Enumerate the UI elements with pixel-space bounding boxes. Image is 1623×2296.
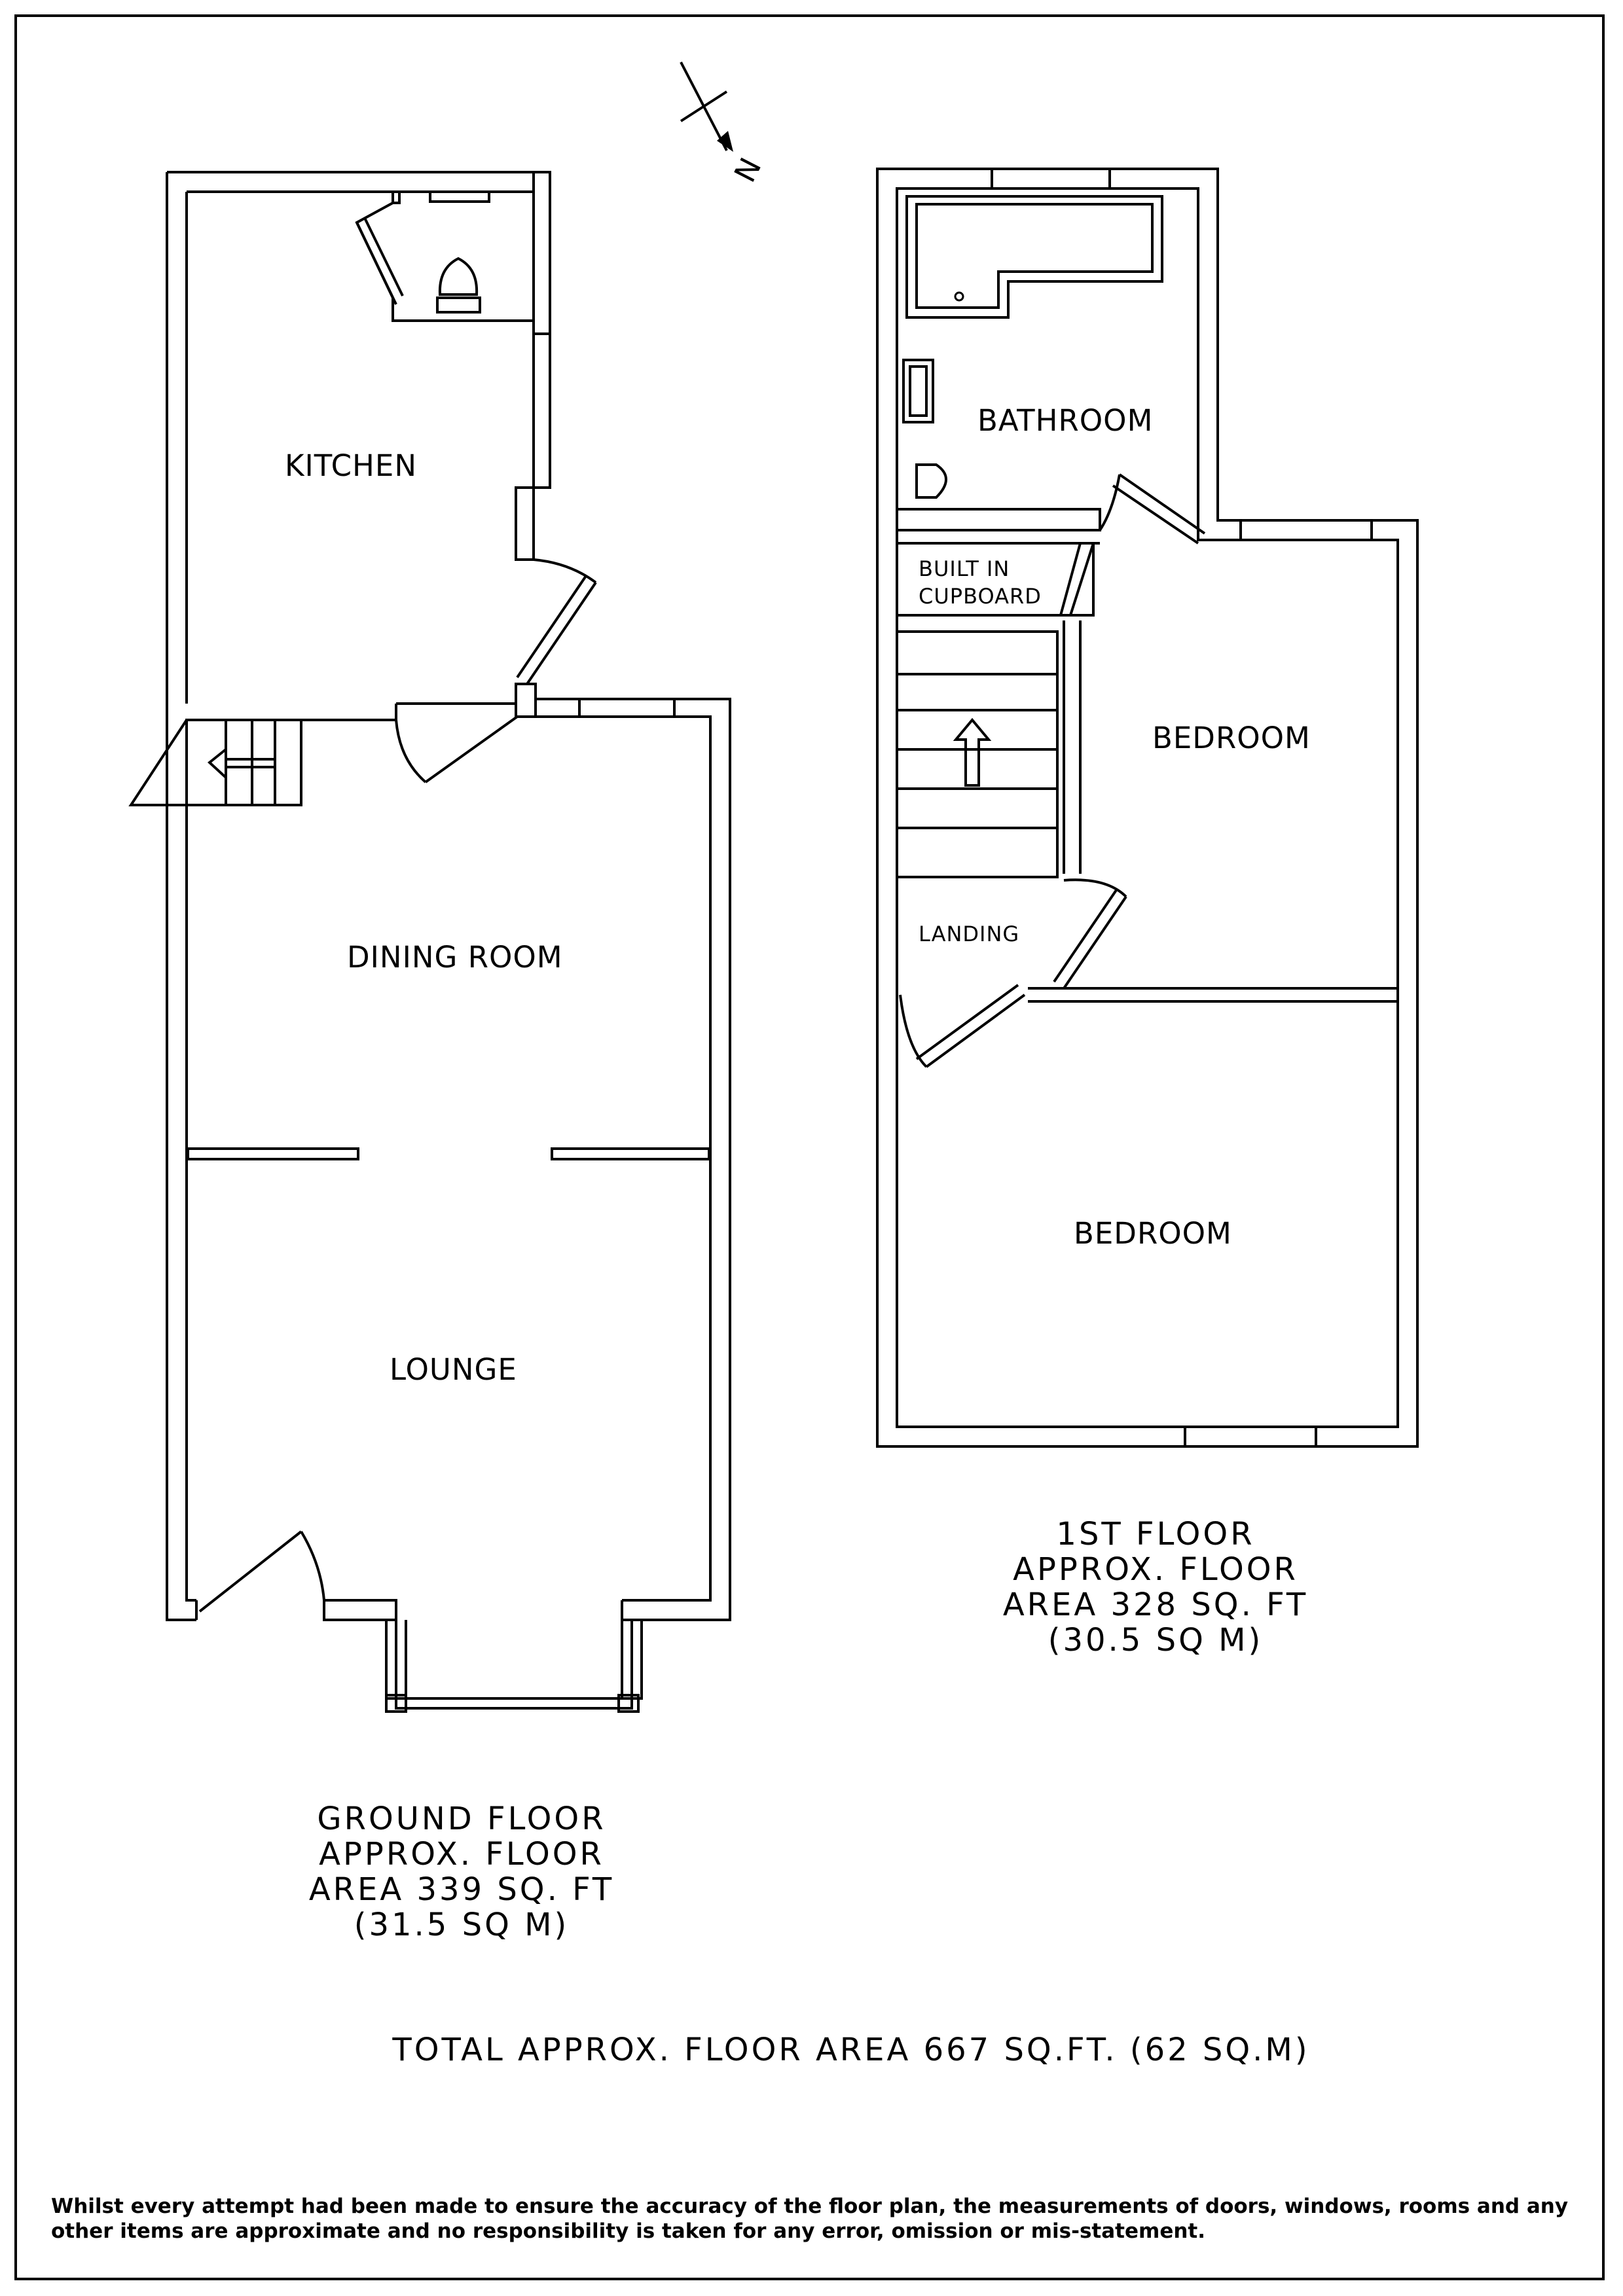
first-floor-plan bbox=[877, 169, 1417, 1446]
bedroom-large-label: BEDROOM bbox=[1074, 1216, 1232, 1251]
cupboard-label-line2: CUPBOARD bbox=[919, 584, 1042, 609]
north-label: N bbox=[727, 151, 769, 188]
first-floor-area-line: 1ST FLOOR bbox=[1056, 1516, 1255, 1552]
lounge-label: LOUNGE bbox=[390, 1352, 517, 1387]
ground-floor-area-line: (31.5 SQ M) bbox=[354, 1907, 570, 1943]
ground-floor-area-info bbox=[309, 1801, 614, 1943]
bedroom-small-label: BEDROOM bbox=[1152, 721, 1311, 755]
north-compass bbox=[681, 62, 769, 188]
cupboard-label-line1: BUILT IN bbox=[919, 556, 1010, 581]
total-floor-area: TOTAL APPROX. FLOOR AREA 667 SQ.FT. (62 SQ.M) bbox=[392, 2032, 1310, 2068]
ground-floor-area-line: GROUND FLOOR bbox=[317, 1801, 606, 1837]
bathroom-label: BATHROOM bbox=[977, 403, 1154, 438]
first-floor-area-line: AREA 328 SQ. FT bbox=[1002, 1587, 1309, 1623]
landing-label: LANDING bbox=[919, 922, 1020, 946]
first-floor-area-line: APPROX. FLOOR bbox=[1013, 1551, 1298, 1588]
dining-room-label: DINING ROOM bbox=[347, 940, 563, 975]
ground-floor-area-line: AREA 339 SQ. FT bbox=[308, 1871, 615, 1908]
kitchen-label: KITCHEN bbox=[285, 448, 417, 483]
ground-floor-area-line: APPROX. FLOOR bbox=[319, 1836, 604, 1873]
first-floor-area-info bbox=[1003, 1516, 1308, 1659]
first-floor-area-line: (30.5 SQ M) bbox=[1048, 1622, 1264, 1659]
disclaimer-text: Whilst every attempt had been made to ensure the accuracy of the floor plan, the measurements of doors, windows, rooms and any other items are approximate and no responsibility is taken for any error, omission or mis-statement. bbox=[51, 2195, 1569, 2243]
